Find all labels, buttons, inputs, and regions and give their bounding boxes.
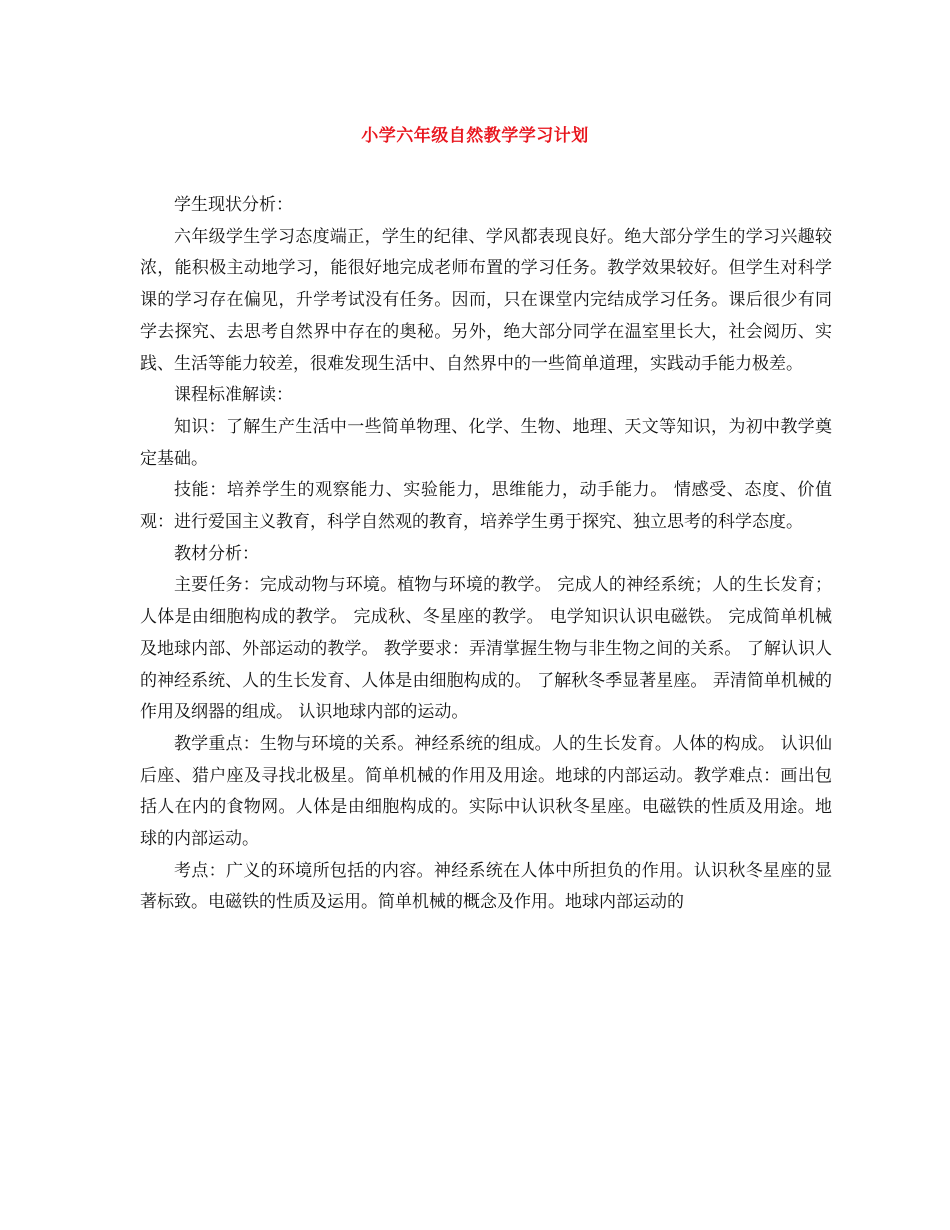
paragraph-skills: 技能：培养学生的观察能力、实验能力，思维能力，动手能力。 情感受、态度、价值观：进行爱国主义教育，科学自然观的教育，培养学生勇于探究、独立思考的科学态度。	[140, 480, 832, 533]
paragraph-exam-points: 考点：广义的环境所包括的内容。神经系统在人体中所担负的作用。认识秋冬星座的显著标致。电磁铁的性质及运用。简单机械的概念及作用。地球内部运动的	[140, 860, 832, 913]
heading-curriculum-standard: 课程标准解读：	[174, 385, 293, 406]
paragraph-student-analysis: 六年级学生学习态度端正，学生的纪律、学风都表现良好。绝大部分学生的学习兴趣较浓，能积极主动地学习，能很好地完成老师布置的学习任务。教学效果较好。但学生对科学课的学习存在偏见，升学考试没有任务。因而，只在课堂内完结成学习任务。课后很少有同学去探究、去思考自然界中存在的奥秘。另外，绝大部分同学在温室里长大，社会阅历、实践、生活等能力较差，很难发现生活中、自然界中的一些简单道理，实践动手能力极差。	[140, 226, 832, 374]
paragraph-knowledge: 知识：了解生产生活中一些简单物理、化学、生物、地理、天文等知识，为初中教学奠定基础。	[140, 416, 832, 469]
document-body	[140, 190, 832, 919]
paragraph-key-points: 教学重点：生物与环境的关系。神经系统的组成。人的生长发育。人体的构成。 认识仙后座、猎户座及寻找北极星。简单机械的作用及用途。地球的内部运动。教学难点：画出包括人在内的食物网。人体是由细胞构成的。实际中认识秋冬星座。电磁铁的性质及用途。地球的内部运动。	[140, 733, 832, 850]
document-title: 小学六年级自然教学学习计划	[361, 126, 589, 146]
paragraph-main-tasks: 主要任务：完成动物与环境。植物与环境的教学。 完成人的神经系统；人的生长发育；人体是由细胞构成的教学。 完成秋、冬星座的教学。 电学知识认识电磁铁。 完成简单机械及地球内部、外部运动的教学。 教学要求：弄清掌握生物与非生物之间的关系。 了解认识人的神经系统、人的生长发育、人体是由细胞构成的。 了解秋冬季显著星座。 弄清简单机械的作用及纲器的组成。 认识地球内部的运动。	[140, 575, 832, 723]
heading-student-analysis: 学生现状分析：	[174, 195, 293, 215]
heading-textbook-analysis: 教材分析：	[174, 543, 259, 564]
